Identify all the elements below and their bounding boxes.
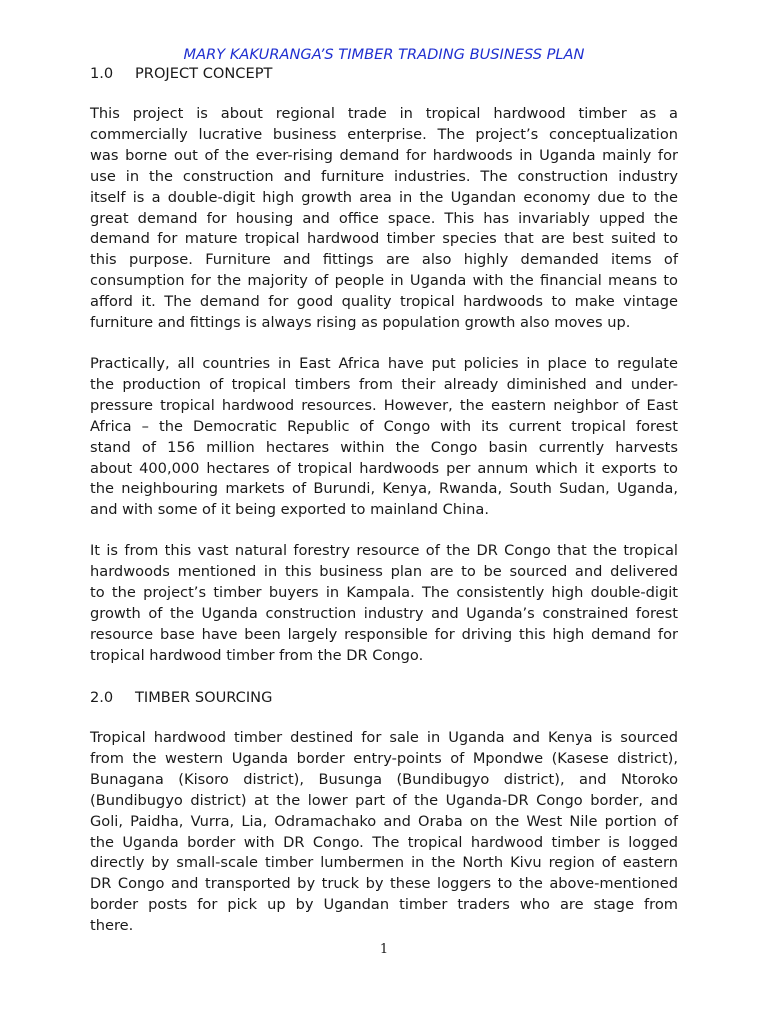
section-number: 2.0 (90, 689, 114, 706)
text-line: itself is a double-digit high growth area in the Ugandan economy due to the (90, 188, 678, 206)
text-line: directly by small-scale timber lumbermen in the North Kivu region of eastern (90, 854, 678, 872)
text-line: stand of 156 million hectares within the Congo basin currently harvests (90, 438, 678, 456)
text-line: the Uganda border with DR Congo. The tropical hardwood timber is logged (90, 833, 678, 851)
text-line: Africa – the Democratic Republic of Congo with its current tropical forest (90, 417, 678, 435)
text-line: Practically, all countries in East Africa have put policies in place to regulate (90, 355, 678, 372)
text-line: and with some of it being exported to mainland China. (90, 501, 490, 519)
paragraph (90, 104, 678, 334)
paragraph (90, 728, 678, 937)
document-title: MARY KAKURANGA’S TIMBER TRADING BUSINESS PLAN (183, 46, 585, 63)
text-line: commercially lucrative business enterprise. The project’s conceptualization (90, 125, 678, 143)
text-line: growth of the Uganda construction industry and Uganda’s constrained forest (90, 604, 678, 622)
section-number: 1.0 (90, 65, 114, 82)
section-heading-timber-sourcing (90, 688, 272, 708)
page-number: 1 (379, 942, 389, 957)
text-line: there. (90, 917, 134, 935)
text-line: It is from this vast natural forestry resource of the DR Congo that the tropical (90, 542, 678, 559)
text-line: tropical hardwood timber from the DR Congo. (90, 646, 424, 664)
paragraph (90, 541, 678, 666)
text-line: hardwoods mentioned in this business plan are to be sourced and delivered (90, 562, 678, 580)
text-line: use in the construction and furniture industries. The construction industry (90, 167, 678, 185)
text-line: afford it. The demand for good quality tropical hardwoods to make vintage (90, 293, 678, 311)
text-line: border posts for pick up by Ugandan timber traders who are stage from (90, 896, 678, 914)
text-line: DR Congo and transported by truck by these loggers to the above-mentioned (90, 875, 678, 893)
text-line: about 400,000 hectares of tropical hardwoods per annum which it exports to (90, 459, 678, 477)
text-line: this purpose. Furniture and fittings are also highly demanded items of (90, 251, 678, 269)
text-line: great demand for housing and office space. This has invariably upped the (90, 209, 678, 227)
text-line: resource base have been largely responsible for driving this high demand for (90, 625, 678, 643)
section-heading-project-concept (90, 64, 272, 84)
text-line: from the western Uganda border entry-points of Mpondwe (Kasese district), (90, 749, 678, 767)
text-line: demand for mature tropical hardwood timber species that are best suited to (90, 230, 678, 248)
text-line: Bunagana (Kisoro district), Busunga (Bundibugyo district), and Ntoroko (90, 770, 678, 788)
text-line: (Bundibugyo district) at the lower part of the Uganda-DR Congo border, and (90, 791, 678, 809)
text-line: pressure tropical hardwood resources. However, the eastern neighbor of East (90, 396, 678, 414)
text-line: was borne out of the ever-rising demand for hardwoods in Uganda mainly for (90, 146, 678, 164)
text-line: Tropical hardwood timber destined for sale in Uganda and Kenya is sourced (90, 729, 678, 746)
section-title: PROJECT CONCEPT (135, 65, 273, 82)
text-line: This project is about regional trade in tropical hardwood timber as a (90, 105, 678, 122)
text-line: furniture and fittings is always rising as population growth also moves up. (90, 314, 631, 332)
paragraph (90, 354, 678, 521)
text-line: the neighbouring markets of Burundi, Kenya, Rwanda, South Sudan, Uganda, (90, 480, 678, 498)
section-title: TIMBER SOURCING (135, 689, 273, 706)
text-line: the production of tropical timbers from their already diminished and under- (90, 375, 678, 393)
text-line: to the project’s timber buyers in Kampala. The consistently high double-digit (90, 583, 678, 601)
text-line: consumption for the majority of people in Uganda with the financial means to (90, 272, 678, 290)
text-line: Goli, Paidha, Vurra, Lia, Odramachako and Oraba on the West Nile portion of (90, 812, 678, 830)
